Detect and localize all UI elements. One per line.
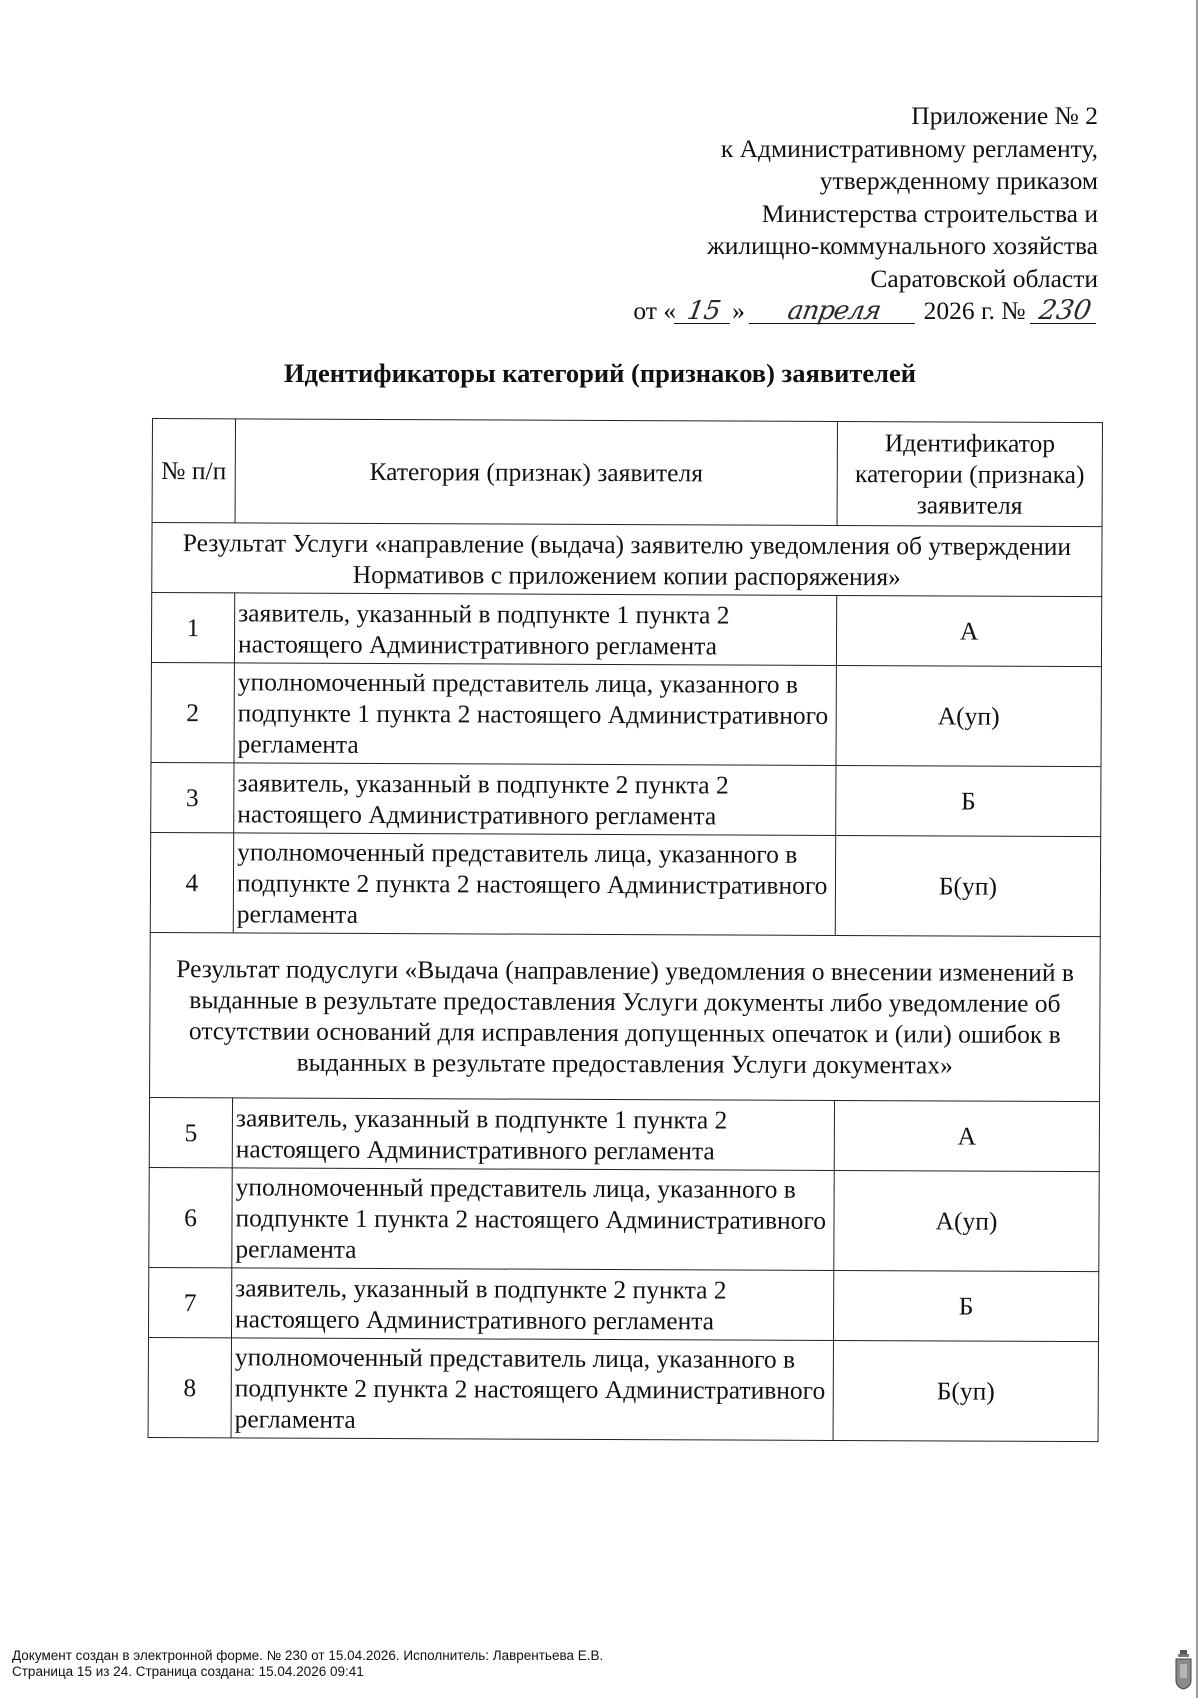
date-prefix: от « bbox=[633, 296, 677, 325]
row-category: уполномоченный представитель лица, указанного в подпункте 2 пункта 2 настоящего Административного регламента bbox=[233, 833, 835, 936]
column-header-category bbox=[235, 419, 837, 526]
row-category: заявитель, указанный в подпункте 2 пункта 2 настоящего Административного регламента bbox=[234, 763, 836, 836]
page-edge bbox=[1196, 0, 1198, 1698]
row-identifier: А(уп) bbox=[836, 665, 1101, 766]
table-row bbox=[151, 593, 1101, 667]
footer-page-info: Страница 15 из 24. Страница создана: 15.04.2026 09:41 bbox=[12, 1663, 364, 1679]
electronic-document-footer bbox=[12, 1648, 603, 1679]
row-category: уполномоченный представитель лица, указанного в подпункте 1 пункта 2 настоящего Административного регламента bbox=[234, 663, 836, 766]
column-header-number bbox=[152, 419, 235, 523]
table-row bbox=[149, 1167, 1099, 1271]
table-row bbox=[149, 1097, 1099, 1171]
row-identifier: Б(уп) bbox=[835, 835, 1100, 936]
column-header-label: Категория (признак) заявителя bbox=[369, 456, 704, 488]
coat-of-arms-emblem-icon bbox=[1175, 1650, 1192, 1690]
column-header-identifier bbox=[837, 421, 1102, 526]
row-number: 1 bbox=[151, 593, 234, 663]
header-line: утвержденному приказом bbox=[819, 166, 1098, 195]
row-number: 8 bbox=[148, 1337, 231, 1437]
header-line: к Административному регламенту, bbox=[720, 133, 1098, 163]
row-category: уполномоченный представитель лица, указанного в подпункте 1 пункта 2 настоящего Административного регламента bbox=[232, 1168, 834, 1271]
table-row bbox=[150, 832, 1100, 936]
row-identifier: Б(уп) bbox=[833, 1340, 1098, 1441]
row-category: уполномоченный представитель лица, указанного в подпункте 2 пункта 2 настоящего Административного регламента bbox=[231, 1338, 833, 1441]
header-line: Саратовской области bbox=[870, 263, 1098, 293]
table-row bbox=[151, 662, 1101, 766]
row-number: 4 bbox=[150, 832, 233, 932]
row-number: 6 bbox=[149, 1167, 232, 1267]
row-identifier: Б bbox=[836, 765, 1101, 836]
table-header-row bbox=[152, 419, 1102, 527]
appendix-header bbox=[560, 100, 1098, 328]
table-row bbox=[148, 1337, 1098, 1441]
column-header-label: Идентификатор категории (признака) заявителя bbox=[854, 428, 1085, 520]
footer-document-info: Документ создан в электронной форме. № 230 от 15.04.2026. Исполнитель: Лаврентьева Е.В. bbox=[12, 1648, 604, 1663]
row-number: 2 bbox=[151, 662, 234, 762]
handwritten-day: 15 bbox=[674, 299, 734, 324]
table-row bbox=[148, 1267, 1098, 1341]
table-row bbox=[151, 762, 1101, 836]
date-quote-close: » bbox=[732, 296, 745, 325]
section-heading-row bbox=[152, 523, 1102, 597]
row-number: 7 bbox=[148, 1267, 231, 1337]
section-heading-row bbox=[150, 932, 1101, 1101]
order-date-line bbox=[560, 295, 1098, 328]
handwritten-order-number: 230 bbox=[1030, 299, 1100, 324]
row-category: заявитель, указанный в подпункте 1 пункта 2 настоящего Административного регламента bbox=[232, 1098, 834, 1171]
header-line: жилищно-коммунального хозяйства bbox=[707, 231, 1098, 260]
date-year: 2026 г. № bbox=[923, 296, 1026, 325]
handwritten-month: апреля bbox=[749, 299, 919, 324]
row-identifier: А bbox=[834, 1100, 1099, 1171]
row-category: заявитель, указанный в подпункте 1 пункта 2 настоящего Административного регламента bbox=[234, 593, 836, 666]
row-number: 3 bbox=[151, 762, 234, 832]
categories-table bbox=[148, 418, 1103, 1442]
column-header-label: № п/п bbox=[161, 456, 227, 486]
row-identifier: Б bbox=[833, 1270, 1098, 1341]
section-heading: Результат Услуги «направление (выдача) заявителю уведомления об утверждении Нормативов с приложением копии распоряжения» bbox=[152, 523, 1102, 597]
row-number: 5 bbox=[149, 1097, 232, 1167]
document-title: Идентификаторы категорий (признаков) заявителей bbox=[283, 358, 917, 388]
header-line: Приложение № 2 bbox=[911, 101, 1098, 130]
row-identifier: А bbox=[836, 595, 1101, 666]
row-identifier: А(уп) bbox=[834, 1170, 1099, 1271]
section-heading: Результат подуслуги «Выдача (направление) уведомления о внесении изменений в выданные в результате предоставления Услуги документы либо уведомление об отсутствии оснований для исправления допущенных опечаток и (или) ошибок в выданных в результате предоставления Услуги документах» bbox=[150, 932, 1101, 1101]
row-category: заявитель, указанный в подпункте 2 пункта 2 настоящего Административного регламента bbox=[231, 1268, 833, 1341]
header-line: Министерства строительства и bbox=[761, 198, 1098, 228]
